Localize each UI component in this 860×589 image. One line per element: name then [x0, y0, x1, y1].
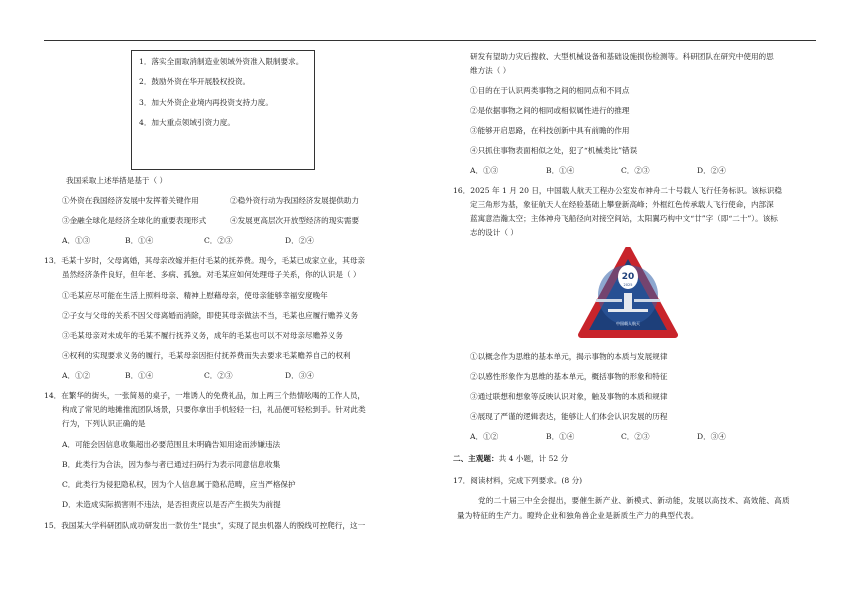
q13-option-c[interactable]: C．②③ [204, 371, 233, 380]
q16-option-b[interactable]: B．①④ [546, 432, 575, 441]
q12-statement-4: ④发展更高层次开放型经济的现实需要 [230, 216, 360, 225]
policy-item-4: 4．加大重点领域引资力度。 [139, 117, 235, 127]
q14-option-a[interactable]: A．可能会因信息收集超出必要范围且未明确告知用途而涉嫌违法 [62, 440, 281, 449]
q15-option-a[interactable]: A．①③ [470, 166, 499, 175]
emblem-station-icon [608, 309, 648, 312]
q13-statement-3: ③毛某母亲对未成年的毛某不履行抚养义务，成年的毛某也可以不对母亲尽赡养义务 [62, 331, 343, 340]
q15-statement-1: ①目的在于认识两类事物之间的相同点和不同点 [470, 86, 630, 95]
q15-stem-line2: 研发有望助力灾后搜救、大型机械设备和基础设施损伤检测等。科研团队在研究中使用的思 [470, 52, 774, 61]
q14-stem-line3: 行为，下列认识正确的是 [62, 419, 146, 428]
emblem-number: 20 [621, 272, 635, 282]
q13-option-d[interactable]: D．③④ [285, 371, 314, 380]
q14-stem-line2: 构成了常见的地摊推流团队场景，只要你拿出手机轻轻一扫，礼品便可轻松到手。针对此类 [62, 405, 366, 414]
q13-statement-2: ②子女与父母的关系不因父母离婚而消除，即使其母亲做法不当，毛某也应履行赡养义务 [62, 311, 359, 320]
q15-statement-3: ③能够开启思路，在科技创新中具有前瞻的作用 [470, 126, 630, 135]
emblem-year: 2025 [623, 283, 633, 287]
q12-statement-3: ③金融全球化是经济全球化的重要表现形式 [62, 216, 207, 225]
policy-item-2: 2．鼓励外资在华开展股权投资。 [139, 77, 251, 87]
q16-stem-line4: 志的设计（ ） [470, 228, 518, 237]
q16-option-d[interactable]: D．③④ [697, 432, 726, 441]
shenzhou-20-mission-emblem [578, 247, 678, 347]
q14-stem-line1: 14．在繁华的街头，一张简易的桌子，一堆诱人的免费礼品，加上两三个热情吆喝的工作人员， [44, 391, 366, 400]
emblem-caption: 中国载人航天 [616, 321, 640, 326]
q16-statement-3: ③通过联想和想象等反映认识对象，触及事物的本质和规律 [470, 392, 668, 401]
q14-option-b[interactable]: B．此类行为合法，因为参与者已通过扫码行为表示同意信息收集 [62, 460, 281, 469]
q16-stem-line2: 定三角形为基，象征航天人在经验基础上攀登新高峰；外框红色传承载人飞行使命，内部深 [470, 200, 774, 209]
q16-option-c[interactable]: C．②③ [621, 432, 650, 441]
q17-stem: 17．阅读材料，完成下列要求。(8 分) [453, 476, 583, 485]
q15-statement-2: ②是依据事物之间的相同或相似属性进行的推理 [470, 106, 630, 115]
section-2-heading [453, 454, 568, 464]
q15-option-c[interactable]: C．②③ [621, 166, 650, 175]
emblem-solar-wing-right-icon [634, 299, 660, 302]
q12-option-b[interactable]: B．①④ [125, 236, 154, 245]
q16-option-a[interactable]: A．①② [470, 432, 499, 441]
q16-stem-line3: 蓝寓意浩瀚太空；主体神舟飞船径向对接空间站，太阳翼巧构中文“廿”字（即“二十”）。该标 [470, 214, 778, 223]
section-2-desc: 共 4 小题，计 52 分 [498, 454, 569, 463]
q15-stem-line3: 维方法（ ） [470, 66, 511, 75]
q16-statement-2: ②以感性形象作为思维的基本单元，概括事物的形象和特征 [470, 372, 668, 381]
q12-statement-2: ②稳外资行动为我国经济发展提供助力 [230, 196, 360, 205]
q16-stem-line1: 16．2025 年 1 月 20 日，中国载人航天工程办公室发布神舟二十号载人飞行任务标识。该标识稳 [453, 186, 782, 195]
header-rule [44, 40, 816, 41]
q13-option-a[interactable]: A．①② [62, 371, 91, 380]
emblem-spacecraft-icon [624, 293, 632, 311]
q12-option-a[interactable]: A．①③ [62, 236, 91, 245]
policy-box [131, 50, 315, 170]
section-2-title: 二、主观题： [453, 454, 499, 463]
q17-material-line1: 党的二十届三中全会提出，要催生新产业、新模式、新动能，发展以高技术、高效能、高质 [478, 496, 790, 505]
q13-statement-1: ①毛某应尽可能在生活上照料母亲、精神上慰藉母亲，使母亲能够幸福安度晚年 [62, 291, 328, 300]
q13-stem-line2: 虽然经济条件良好，但年老、多病、孤独。对毛某应如何处理母子关系，你的认识是（ ） [62, 270, 361, 279]
q14-option-c[interactable]: C．此类行为侵犯隐私权，因为个人信息属于隐私范畴，应当严格保护 [62, 480, 296, 489]
q16-statement-4: ④展现了严谨的逻辑表达，能够让人们体会认识发展的历程 [470, 412, 668, 421]
q17-material-line2: 量为特征的生产力。瞪羚企业和独角兽企业是新质生产力的典型代表。 [457, 511, 699, 520]
q15-option-b[interactable]: B．①④ [546, 166, 575, 175]
q15-statement-4: ④只抓住事物表面相似之处，犯了“机械类比”错误 [470, 146, 638, 155]
q13-option-b[interactable]: B．①④ [125, 371, 154, 380]
q15-stem-line1: 15．我国某大学科研团队成功研发出一款仿生“昆虫”，实现了昆虫机器人的脱线可控爬行，这一 [44, 521, 366, 530]
q16-statement-1: ①以概念作为思维的基本单元，揭示事物的本质与发展规律 [470, 352, 668, 361]
q15-option-d[interactable]: D．②④ [697, 166, 726, 175]
q12-statement-1: ①外资在我国经济发展中发挥着关键作用 [62, 196, 199, 205]
q12-option-d[interactable]: D．②④ [285, 236, 314, 245]
q14-option-d[interactable]: D．未造成实际损害则不违法，是否担责应以是否产生损失为前提 [62, 500, 281, 509]
q13-statement-4: ④权利的实现要求义务的履行，毛某母亲因拒付抚养费而失去要求毛某赡养自己的权利 [62, 351, 351, 360]
emblem-solar-wing-left-icon [596, 299, 622, 302]
q13-stem-line1: 13．毛某十岁时，父母离婚，其母亲改嫁并拒付毛某的抚养费。现今，毛某已成家立业，其母亲 [44, 256, 366, 265]
q12-option-c[interactable]: C．②③ [204, 236, 233, 245]
q12-stem: 我国采取上述举措是基于（ ） [66, 176, 168, 185]
policy-item-1: 1．落实全面取消制造业领域外资准入限制要求。 [139, 57, 304, 66]
policy-item-3: 3．加大外资企业境内再投资支持力度。 [139, 97, 273, 107]
